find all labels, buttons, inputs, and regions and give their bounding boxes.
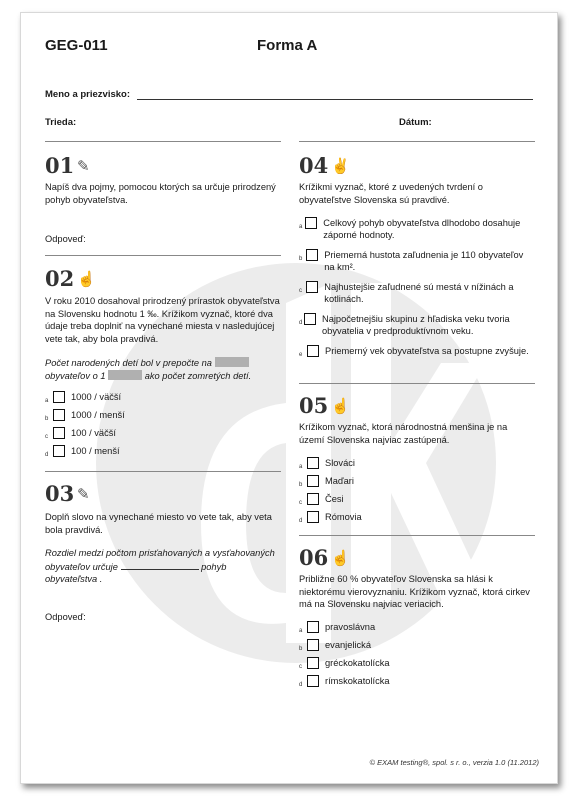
option-letter: d: [299, 320, 303, 326]
pointing-hand-icon: ☝: [331, 398, 350, 415]
option-c[interactable]: [45, 427, 116, 443]
checkbox[interactable]: [306, 281, 318, 293]
checkbox[interactable]: [53, 409, 65, 421]
question-text: Napíš dva pojmy, pomocou ktorých sa určuje prirodzený pohyb obyvateľstva.: [45, 182, 276, 205]
question-number: 05: [299, 393, 329, 418]
option-letter: b: [299, 482, 303, 488]
question-text: V roku 2010 dosahoval prirodzený prírastok obyvateľstva na Slovensku hodnotu 1 ‰. Krížikom vyznač, ktoré dva údaje treba doplniť na vynechané miesta v nasledujúcej vete tak, aby bola pravdivá.: [45, 296, 280, 344]
option-text: Najhustejšie zaľudnené sú mestá v nížinách a kotlinách.: [324, 282, 514, 304]
question-number: 01: [45, 153, 75, 178]
divider: [45, 255, 281, 256]
pointing-hand-icon: ☝: [331, 550, 350, 567]
checkbox[interactable]: [307, 675, 319, 687]
option-letter: c: [299, 288, 302, 294]
option-d[interactable]: [45, 445, 120, 461]
option-letter: c: [299, 664, 302, 670]
test-code: GEG-011: [45, 37, 108, 54]
question-sentence: [45, 357, 281, 382]
date-label: Dátum:: [399, 117, 432, 128]
checkbox[interactable]: [53, 427, 65, 439]
option-text: Slováci: [325, 458, 355, 468]
checkbox[interactable]: [307, 493, 319, 505]
checkbox[interactable]: [307, 639, 319, 651]
footer-copyright: © EXAM testing®, spol. s r. o., verzia 1.0 (11.2012): [369, 758, 539, 767]
option-letter: a: [299, 628, 303, 634]
option-text: 1000 / menší: [71, 410, 125, 420]
question-sentence: [45, 547, 281, 586]
sentence-part: Rozdiel medzi počtom prisťahovaných a vysťahovaných obyvateľov určuje: [45, 548, 275, 572]
pencil-icon: ✎: [77, 158, 90, 175]
option-letter: d: [299, 682, 303, 688]
gap-blank: [215, 357, 249, 367]
question-number: 03: [45, 481, 75, 506]
option-text: 100 / menší: [71, 446, 120, 456]
test-sheet: [20, 12, 558, 784]
option-b[interactable]: [299, 475, 354, 491]
question-text: Krížikmi vyznač, ktoré z uvedených tvrdení o obyvateľstve Slovenska sú pravdivé.: [299, 182, 483, 205]
checkbox[interactable]: [306, 249, 318, 261]
divider: [299, 535, 535, 536]
option-c[interactable]: [299, 657, 390, 673]
checkbox[interactable]: [307, 475, 319, 487]
name-label: Meno a priezvisko:: [45, 89, 130, 100]
option-letter: d: [299, 518, 303, 524]
option-a[interactable]: [299, 457, 355, 473]
option-a[interactable]: [45, 391, 121, 407]
checkbox[interactable]: [53, 445, 65, 457]
option-a[interactable]: [299, 621, 375, 637]
option-text: Maďari: [325, 476, 354, 486]
sentence-part: obyvateľov o 1: [45, 370, 106, 381]
option-d[interactable]: [299, 511, 362, 527]
option-text: Priemerná hustota zaľudnenia je 110 obyvateľov na km².: [324, 250, 524, 272]
divider: [45, 141, 281, 142]
sentence-part: ako počet zomretých detí.: [144, 370, 252, 381]
answer-label: Odpoveď:: [45, 234, 86, 244]
class-label: Trieda:: [45, 117, 77, 128]
name-field[interactable]: [137, 99, 533, 100]
test-form: Forma A: [257, 37, 318, 54]
checkbox[interactable]: [307, 621, 319, 633]
option-letter: b: [299, 256, 303, 262]
checkbox[interactable]: [304, 313, 316, 325]
question-number: 02: [45, 266, 75, 291]
option-b[interactable]: [299, 639, 371, 655]
option-a[interactable]: [299, 217, 535, 241]
option-text: Česi: [325, 494, 344, 504]
checkbox[interactable]: [307, 345, 319, 357]
answer-blank[interactable]: [121, 560, 199, 570]
option-b[interactable]: [299, 249, 535, 273]
option-text: Celkový pohyb obyvateľstva dlhodobo dosahuje záporné hodnoty.: [323, 218, 521, 240]
option-text: Rómovia: [325, 512, 362, 522]
divider: [299, 383, 535, 384]
checkbox[interactable]: [307, 511, 319, 523]
option-letter: d: [45, 452, 49, 458]
cross-fingers-icon: ✌: [331, 158, 350, 175]
question-number: 06: [299, 545, 329, 570]
option-c[interactable]: [299, 493, 344, 509]
question-number: 04: [299, 153, 329, 178]
pointing-hand-icon: ☝: [77, 271, 96, 288]
option-letter: a: [299, 464, 303, 470]
option-letter: a: [45, 398, 49, 404]
option-letter: c: [45, 434, 48, 440]
sentence-part: Počet narodených detí bol v prepočte na: [45, 358, 212, 368]
option-text: gréckokatolícka: [325, 658, 390, 668]
option-b[interactable]: [45, 409, 125, 425]
checkbox[interactable]: [305, 217, 317, 229]
option-e[interactable]: [299, 345, 535, 361]
option-text: Najpočetnejšiu skupinu z hľadiska veku tvoria obyvatelia v predproduktívnom veku.: [321, 314, 510, 336]
checkbox[interactable]: [307, 657, 319, 669]
option-d[interactable]: [299, 313, 535, 337]
sentence-part: pohyb obyvateľstva .: [45, 561, 227, 584]
option-text: Priemerný vek obyvateľstva sa postupne zvyšuje.: [325, 346, 529, 356]
option-letter: e: [299, 352, 303, 358]
checkbox[interactable]: [307, 457, 319, 469]
option-text: evanjelická: [325, 640, 371, 650]
checkbox[interactable]: [53, 391, 65, 403]
option-letter: a: [299, 224, 303, 230]
question-text: Krížikom vyznač, ktorá národnostná menšina je na území Slovenska najviac zastúpená.: [299, 422, 508, 445]
pencil-icon: ✎: [77, 486, 90, 503]
option-letter: b: [45, 416, 49, 422]
option-text: 1000 / väčší: [71, 392, 122, 402]
gap-blank: [108, 370, 142, 380]
question-text: Približne 60 % obyvateľov Slovenska sa hlási k niektorému vierovyznaniu. Krížikom vyznač, ktorá cirkev má na Slovensku najviac veriacich.: [299, 574, 530, 609]
option-text: 100 / väčší: [71, 428, 116, 438]
divider: [299, 141, 535, 142]
divider: [45, 471, 281, 472]
option-letter: b: [299, 646, 303, 652]
answer-label: Odpoveď:: [45, 612, 86, 622]
question-text: Doplň slovo na vynechané miesto vo vete tak, aby veta bola pravdivá.: [45, 512, 272, 535]
option-c[interactable]: [299, 281, 535, 305]
option-letter: c: [299, 500, 302, 506]
option-text: rímskokatolícka: [325, 676, 390, 686]
option-text: pravoslávna: [325, 622, 376, 632]
option-d[interactable]: [299, 675, 390, 691]
